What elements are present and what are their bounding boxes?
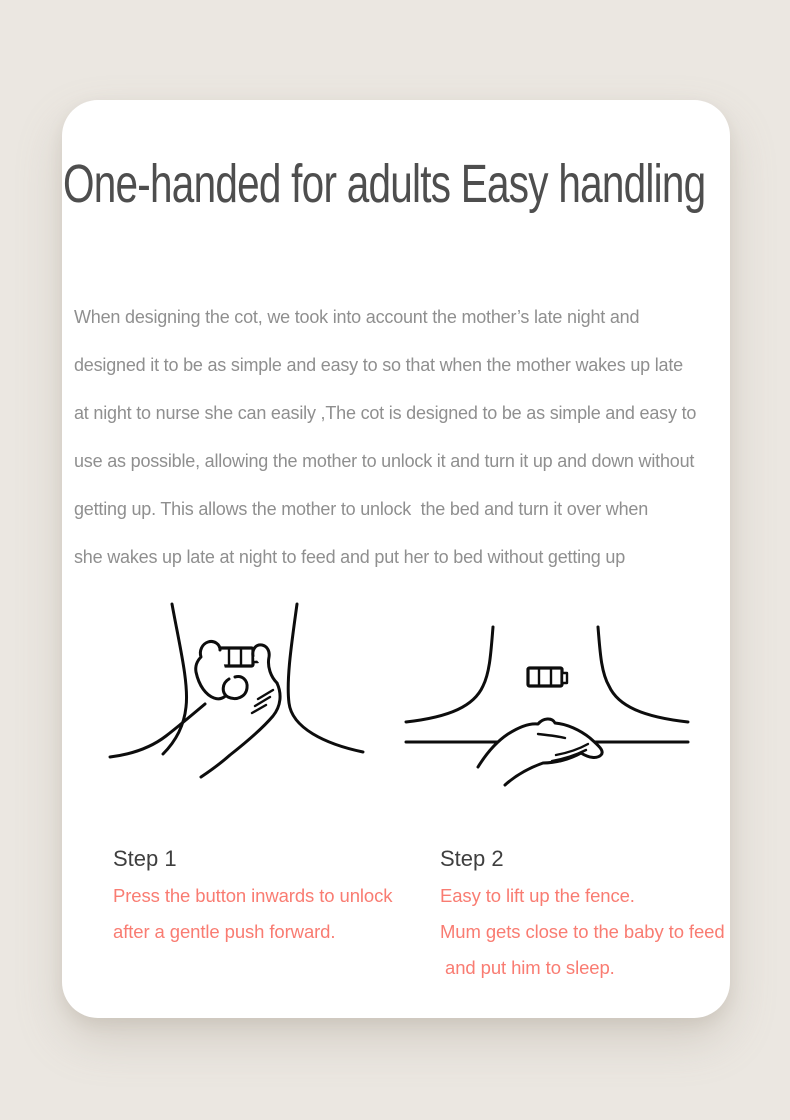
- description-paragraph: [74, 293, 696, 581]
- description-line: getting up. This allows the mother to unlock the bed and turn it over when: [74, 499, 649, 519]
- fence-drape-left-line: [163, 604, 187, 754]
- step-description-line: Mum gets close to the baby to feed: [440, 921, 725, 942]
- description-line: at night to nurse she can easily ,The cot is designed to be as simple and easy to: [74, 403, 697, 423]
- fence-drape-right-line: [288, 604, 363, 752]
- forearm-line: [110, 704, 205, 757]
- description-line: she wakes up late at night to feed and put her to bed without getting up: [74, 547, 626, 567]
- fence-post-right-line: [598, 627, 688, 722]
- fence-post-left-line: [406, 627, 493, 722]
- steps-illustration: [62, 595, 730, 795]
- hand-icon: [478, 719, 602, 785]
- page-title: One-handed for adults Easy handling: [63, 154, 706, 214]
- step-1-description: [113, 878, 392, 950]
- description-line: designed it to be as simple and easy to so that when the mother wakes up late: [74, 355, 683, 375]
- step1-illustration: [110, 604, 363, 777]
- step-2-label: Step 2: [440, 846, 504, 871]
- step-description-line: and put him to sleep.: [440, 957, 615, 978]
- description-line: use as possible, allowing the mother to unlock it and turn it up and down without: [74, 451, 695, 471]
- step-1-label: Step 1: [113, 846, 177, 871]
- step-1: [113, 844, 392, 950]
- step-description-line: Easy to lift up the fence.: [440, 885, 635, 906]
- step-description-line: Press the button inwards to unlock: [113, 885, 393, 906]
- step2-illustration: [406, 627, 688, 785]
- step-2: [440, 844, 725, 986]
- product-info-card: [62, 100, 730, 1018]
- step-2-description: [440, 878, 725, 986]
- unlock-button-icon: [528, 668, 567, 686]
- description-line: When designing the cot, we took into account the mother’s late night and: [74, 307, 640, 327]
- finger-crease-lines: [252, 690, 273, 713]
- step-description-line: after a gentle push forward.: [113, 921, 336, 942]
